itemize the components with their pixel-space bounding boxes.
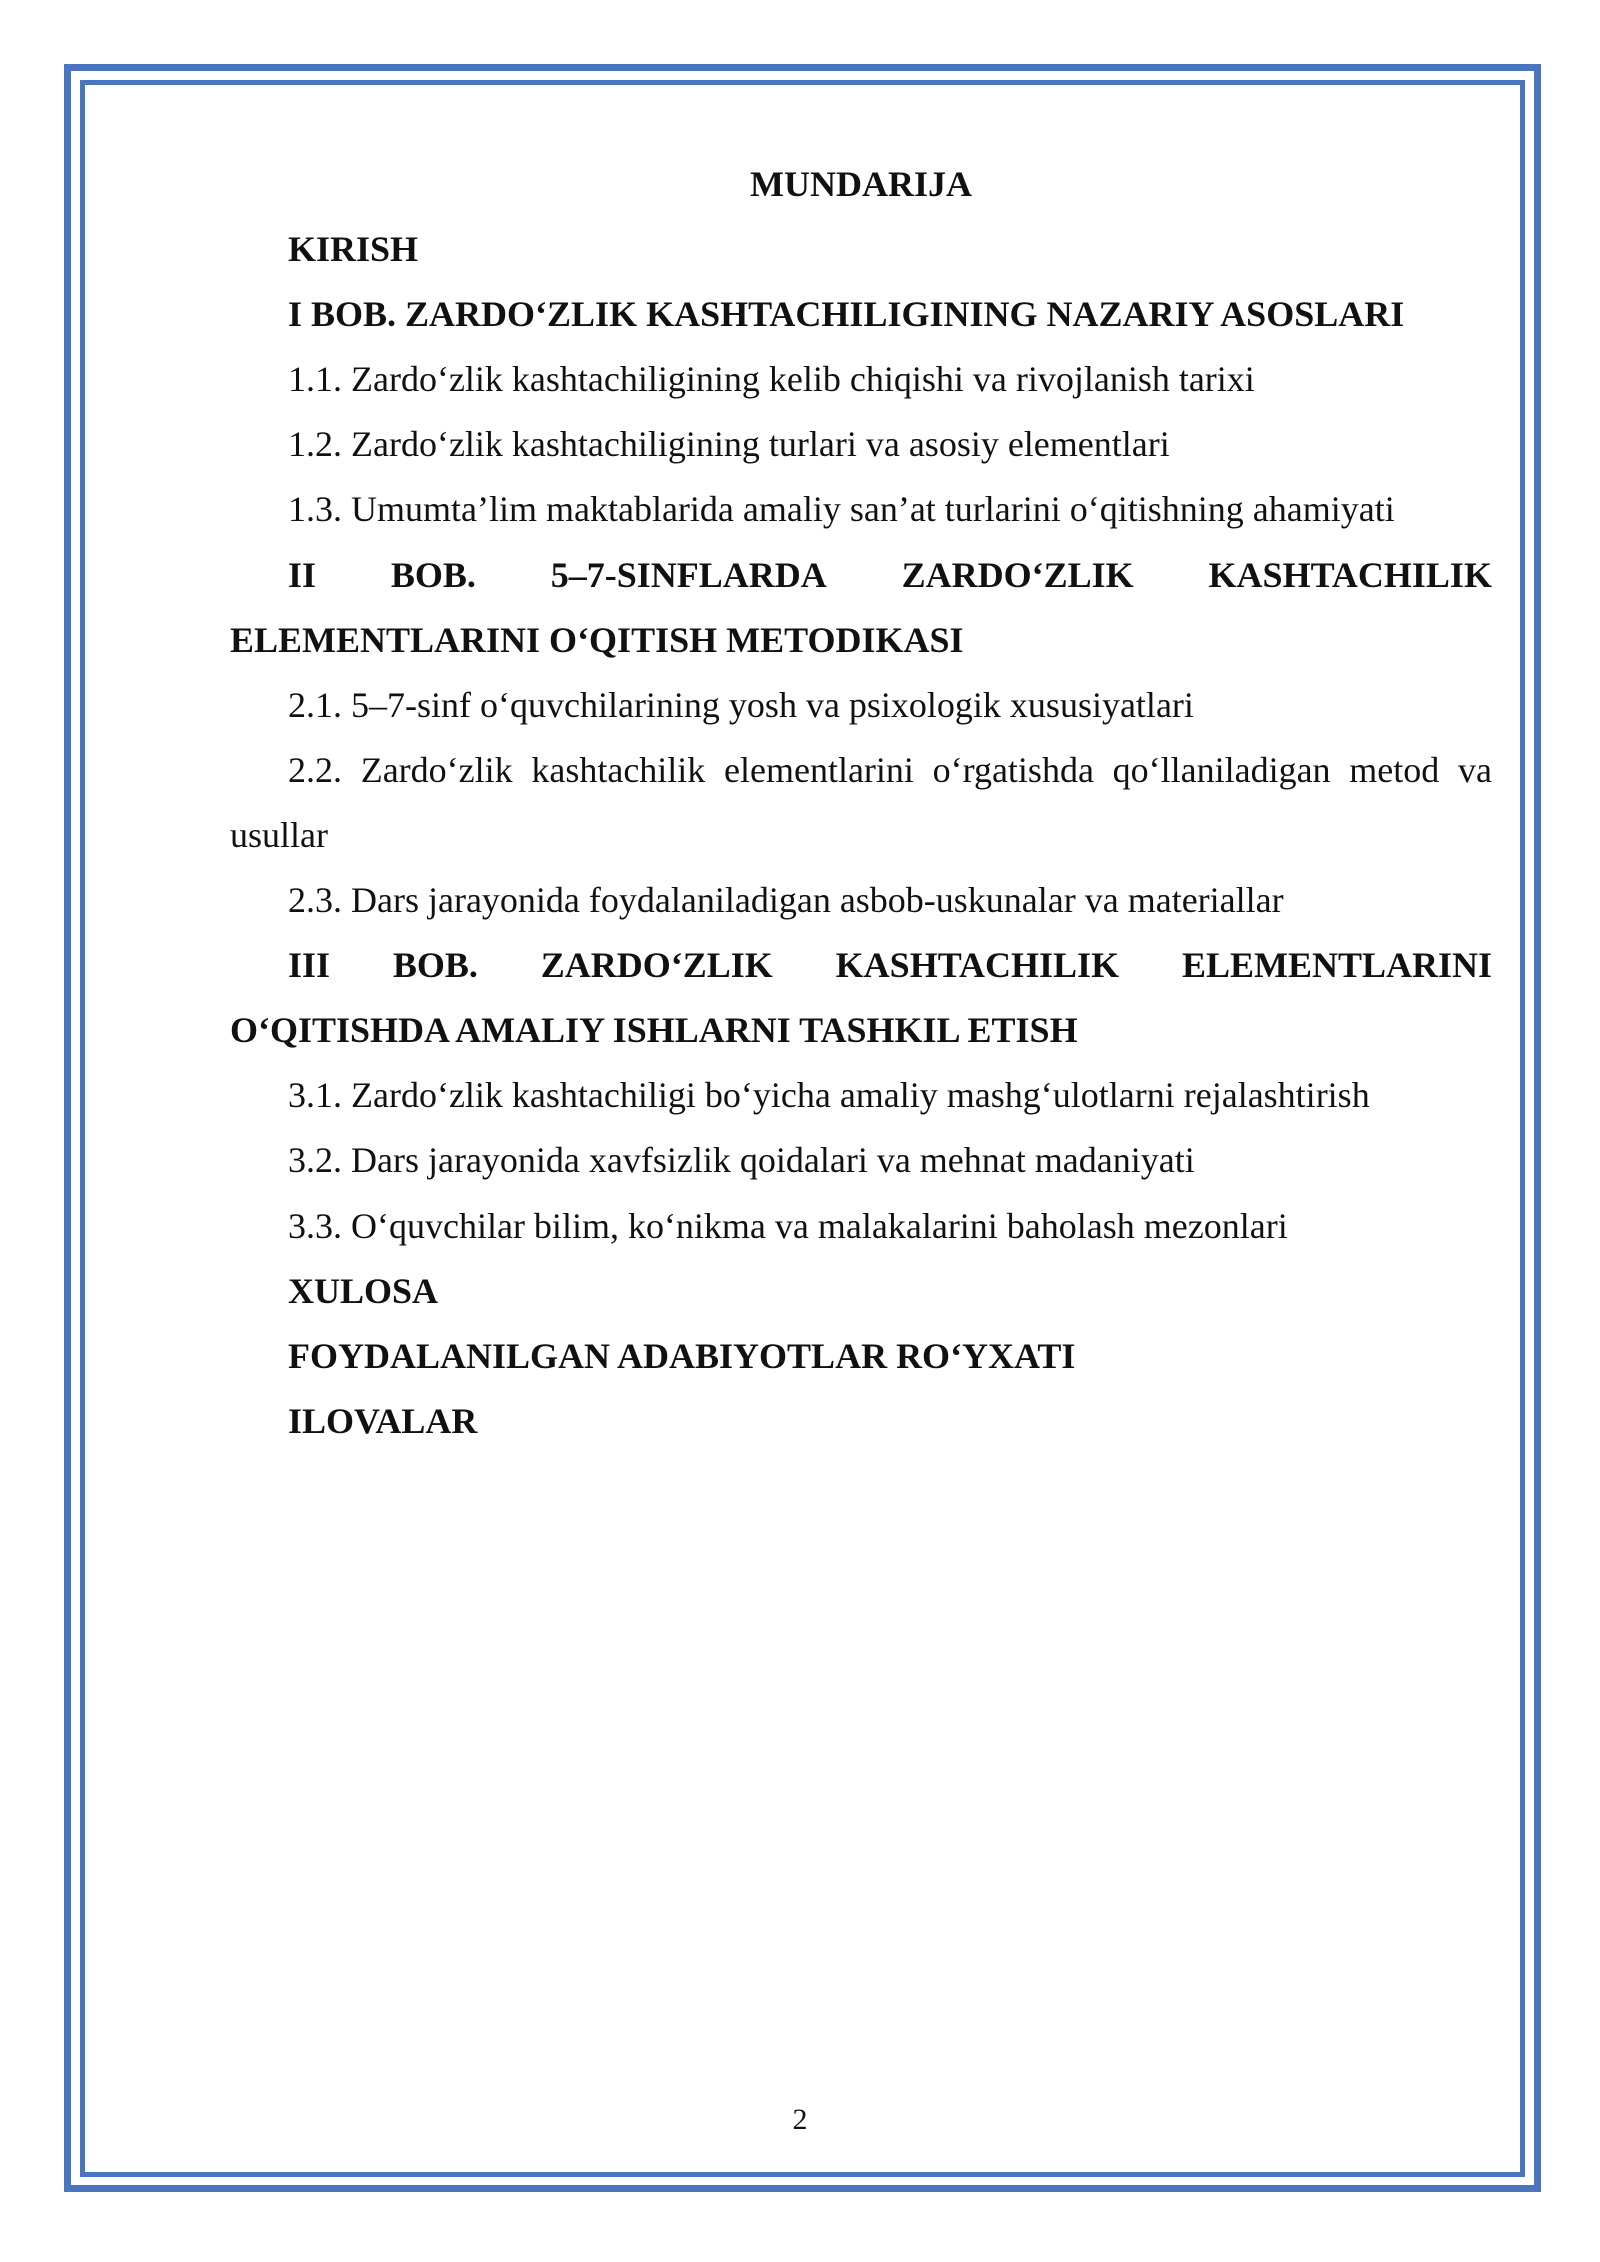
- toc-chapter-2-heading-cont: ELEMENTLARINI O‘QITISH METODIKASI: [230, 619, 964, 660]
- item-word: kashtachilik: [531, 749, 706, 790]
- item-word: Zardo‘zlik: [360, 749, 513, 790]
- toc-appendix: ILOVALAR: [288, 1400, 478, 1441]
- heading-word: KASHTACHILIK: [1208, 554, 1492, 595]
- toc-item-2-2: [230, 738, 1492, 803]
- toc-item-2-2-cont: usullar: [230, 814, 328, 855]
- heading-word: BOB.: [390, 554, 476, 595]
- toc-item-3-3: 3.3. O‘quvchilar bilim, ko‘nikma va malakalarini baholash mezonlari: [288, 1205, 1288, 1246]
- toc-chapter-2-heading: [230, 543, 1492, 608]
- heading-word: BOB.: [392, 945, 478, 986]
- toc-item-1-2: 1.2. Zardo‘zlik kashtachiligining turlari va asosiy elementlari: [288, 424, 1170, 465]
- toc-item-2-1: 2.1. 5–7-sinf o‘quvchilarining yosh va psixologik xususiyatlari: [288, 684, 1194, 725]
- toc-item-3-2: 3.2. Dars jarayonida xavfsizlik qoidalari va mehnat madaniyati: [288, 1140, 1195, 1181]
- table-of-contents: [230, 152, 1492, 1454]
- toc-references: FOYDALANILGAN ADABIYOTLAR RO‘YXATI: [288, 1335, 1076, 1376]
- heading-word: 5–7-SINFLARDA: [550, 554, 827, 595]
- toc-item-1-3: 1.3. Umumta’lim maktablarida amaliy san’at turlarini o‘qitishning ahamiyati: [288, 489, 1395, 530]
- toc-chapter-3-heading: [230, 933, 1492, 998]
- toc-item-1-1: 1.1. Zardo‘zlik kashtachiligining kelib chiqishi va rivojlanish tarixi: [288, 359, 1255, 400]
- item-word: 2.2.: [288, 749, 342, 790]
- toc-chapter-1-heading: I BOB. ZARDO‘ZLIK KASHTACHILIGINING NAZARIY ASOSLARI: [288, 294, 1405, 335]
- heading-word: ZARDO‘ZLIK: [540, 945, 773, 986]
- item-word: elementlarini: [724, 749, 914, 790]
- toc-conclusion: XULOSA: [288, 1270, 439, 1311]
- item-word: o‘rgatishda: [932, 749, 1094, 790]
- heading-word: ZARDO‘ZLIK: [901, 554, 1134, 595]
- toc-chapter-3-heading-cont: O‘QITISHDA AMALIY ISHLARNI TASHKIL ETISH: [230, 1010, 1078, 1051]
- toc-item-2-3: 2.3. Dars jarayonida foydalaniladigan asbob-uskunalar va materiallar: [288, 880, 1284, 921]
- item-word: metod: [1349, 749, 1440, 790]
- heading-word: III: [288, 945, 331, 986]
- item-word: va: [1457, 749, 1492, 790]
- heading-word: ELEMENTLARINI: [1181, 945, 1492, 986]
- heading-word: II: [288, 554, 317, 595]
- toc-title: MUNDARIJA: [750, 164, 972, 204]
- heading-word: KASHTACHILIK: [835, 945, 1120, 986]
- toc-intro: KIRISH: [288, 229, 419, 270]
- page-number: 2: [792, 2103, 808, 2136]
- toc-item-3-1: 3.1. Zardo‘zlik kashtachiligi bo‘yicha amaliy mashg‘ulotlarni rejalashtirish: [288, 1075, 1370, 1116]
- item-word: qo‘llaniladigan: [1112, 749, 1331, 790]
